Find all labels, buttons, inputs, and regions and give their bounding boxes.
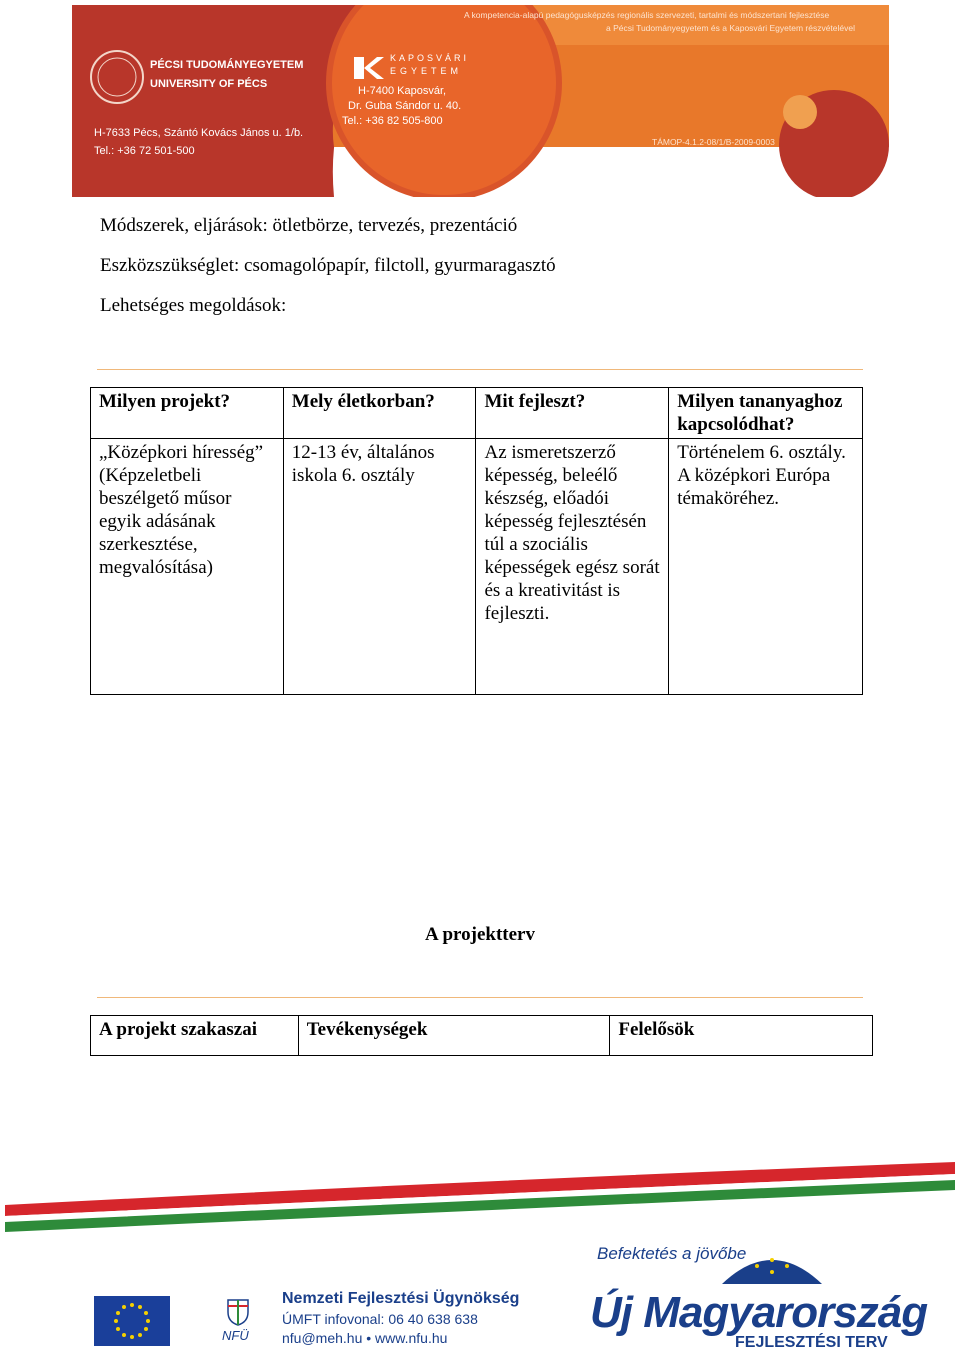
table-header-row <box>91 388 863 439</box>
methods-line: Módszerek, eljárások: ötletbörze, tervezés, prezentáció <box>100 215 518 236</box>
project-code: TÁMOP-4.1.2-08/1/B-2009-0003 <box>652 137 775 147</box>
plan-name: Új Magyarország <box>590 1288 928 1337</box>
header-cell-develops: Mit fejleszt? <box>476 388 669 439</box>
separator-rule-2 <box>97 997 863 998</box>
ke-phone: Tel.: +36 82 505-800 <box>342 115 443 127</box>
ke-address-line1: H-7400 Kaposvár, <box>358 85 447 97</box>
pte-name-hu: PÉCSI TUDOMÁNYEGYETEM <box>150 59 304 71</box>
table-row <box>91 439 863 695</box>
separator-rule <box>97 369 863 370</box>
header-cell-curriculum: Milyen tananyaghoz kapcsolódhat? <box>669 388 863 439</box>
table-header-row <box>91 1016 873 1056</box>
nfu-contact: nfu@meh.hu • www.nfu.hu <box>282 1330 448 1346</box>
pte-name-en: UNIVERSITY OF PÉCS <box>150 78 268 90</box>
project-summary-table <box>90 387 863 695</box>
ke-name-line1: KAPOSVÁRI <box>390 53 470 63</box>
slogan: Befektetés a jövőbe <box>597 1244 747 1263</box>
header-cell-phases: A projekt szakaszai <box>91 1016 299 1056</box>
nfu-name: Nemzeti Fejlesztési Ügynökség <box>282 1290 520 1307</box>
ke-address-line2: Dr. Guba Sándor u. 40. <box>348 100 462 112</box>
plan-sub: FEJLESZTÉSI TERV <box>735 1334 888 1351</box>
pte-phone: Tel.: +36 72 501-500 <box>94 145 195 157</box>
header-cell-activities: Tevékenységek <box>298 1016 610 1056</box>
ke-name-line2: EGYETEM <box>390 66 463 76</box>
solutions-label: Lehetséges megoldások: <box>100 295 287 316</box>
umft-dome-icon <box>712 1246 832 1286</box>
header-tagline-line1: A kompetencia-alapú pedagógusképzés regionális szervezeti, tartalmi és módszertani fejlesztése <box>464 10 830 20</box>
coat-of-arms-icon <box>224 1296 252 1326</box>
header-tagline-line2: a Pécsi Tudományegyetem és a Kaposvári Egyetem részvételével <box>606 23 855 33</box>
section-title: A projektterv <box>425 924 535 945</box>
cell-project: „Középkori híresség” (Képzeletbeli beszélgető műsor egyik adásának szerkesztése, megvalósítása) <box>91 439 284 695</box>
pte-address: H-7633 Pécs, Szántó Kovács János u. 1/b. <box>94 127 304 139</box>
header-cell-age: Mely életkorban? <box>283 388 476 439</box>
cell-curriculum: Történelem 6. osztály. A középkori Európa témaköréhez. <box>669 439 863 695</box>
tools-line: Eszközszükséglet: csomagolópapír, filctoll, gyurmaragasztó <box>100 255 556 276</box>
project-plan-table <box>90 1015 873 1056</box>
eu-flag-icon <box>94 1296 170 1346</box>
header-cell-responsible: Felelősök <box>610 1016 873 1056</box>
cell-age: 12-13 év, általános iskola 6. osztály <box>283 439 476 695</box>
footer-banner <box>0 1150 960 1366</box>
header-banner <box>72 5 889 197</box>
nfu-phone: ÚMFT infovonal: 06 40 638 638 <box>282 1311 478 1327</box>
nfu-abbr: NFÜ <box>222 1328 249 1343</box>
banner-graphic <box>72 5 889 197</box>
header-cell-project: Milyen projekt? <box>91 388 284 439</box>
cell-develops: Az ismeretszerző képesség, beleélő készség, előadói képesség fejlesztésén túl a szociális képességek egész sorát és a kreativitást is fejleszti. <box>476 439 669 695</box>
